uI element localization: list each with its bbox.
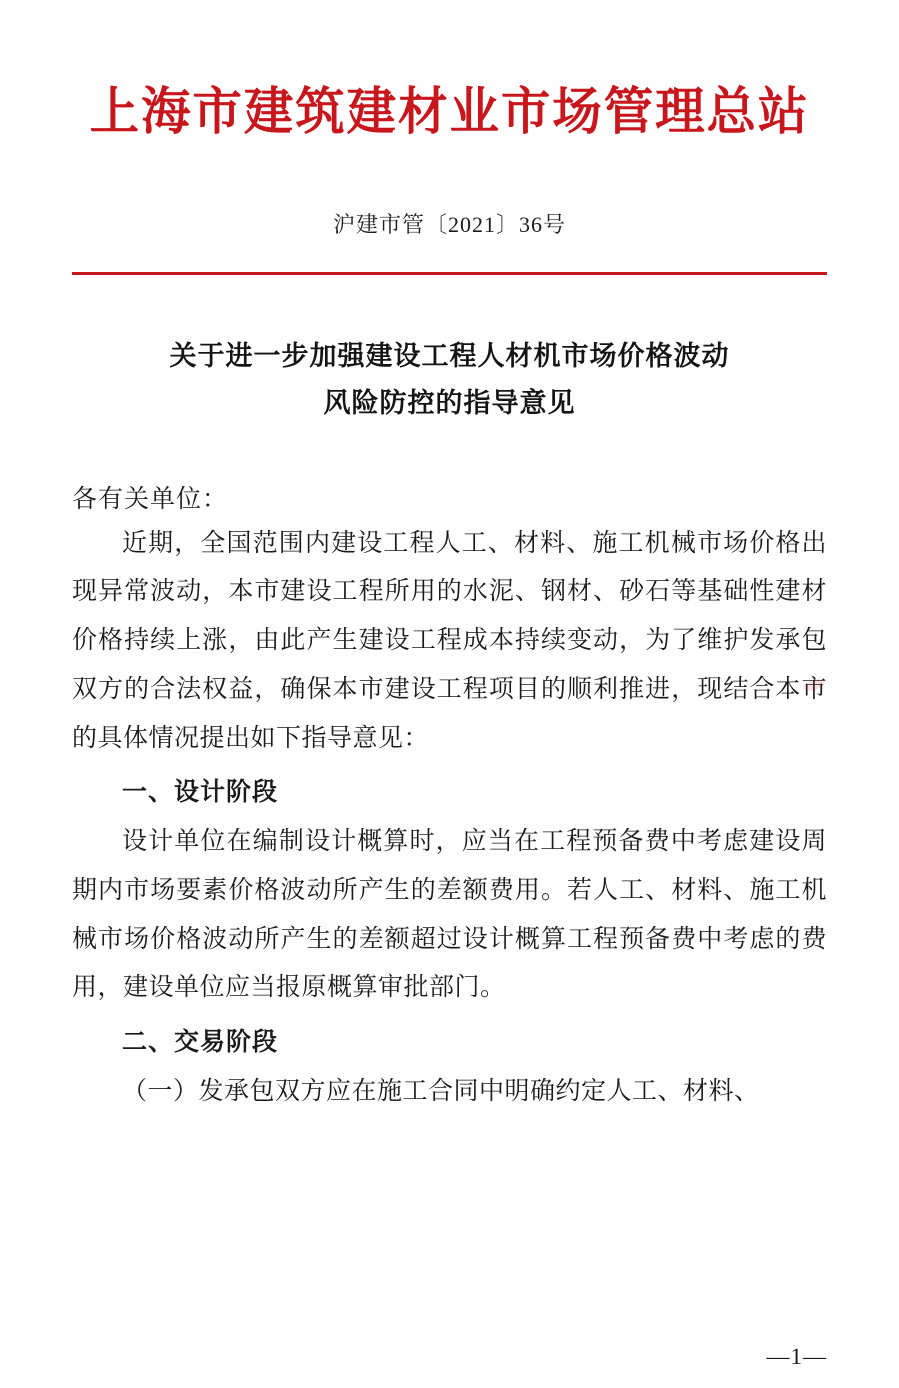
- intro-paragraph: 近期，全国范围内建设工程人工、材料、施工机械市场价格出现异常波动，本市建设工程所用的水泥、钢材、砂石等基础性建材价格持续上涨，由此产生建设工程成本持续变动，为了维护发承包双方的合法权益，确保本市建设工程项目的顺利推进，现结合本市的具体情况提出如下指导意见：: [72, 529, 827, 752]
- section-paragraph-design-stage: 设计单位在编制设计概算时，应当在工程预备费中考虑建设周期内市场要素价格波动所产生的差额费用。若人工、材料、施工机械市场价格波动所产生的差额超过设计概算工程预备费中考虑的费用，建设单位应当报原概算审批部门。: [72, 828, 827, 1002]
- red-divider-rule: [72, 272, 827, 275]
- page-number: —1—: [766, 1344, 827, 1369]
- issuing-authority-title: 上海市建筑建材业市场管理总站: [89, 82, 810, 142]
- document-number: 沪建市管〔2021〕36号: [332, 212, 566, 238]
- masthead: [72, 0, 827, 140]
- section-heading-design-stage: 一、设计阶段: [122, 779, 279, 807]
- salutation: 各有关单位：: [72, 485, 229, 513]
- section-heading-transaction-stage: 二、交易阶段: [122, 1029, 279, 1057]
- page-title-line-1: 关于进一步加强建设工程人材机市场价格波动: [169, 341, 730, 372]
- page-title-line-2: 风险防控的指导意见: [323, 388, 576, 419]
- page-title: [72, 333, 827, 428]
- section-paragraph-transaction-stage: （一）发承包双方应在施工合同中明确约定人工、材料、: [122, 1077, 760, 1105]
